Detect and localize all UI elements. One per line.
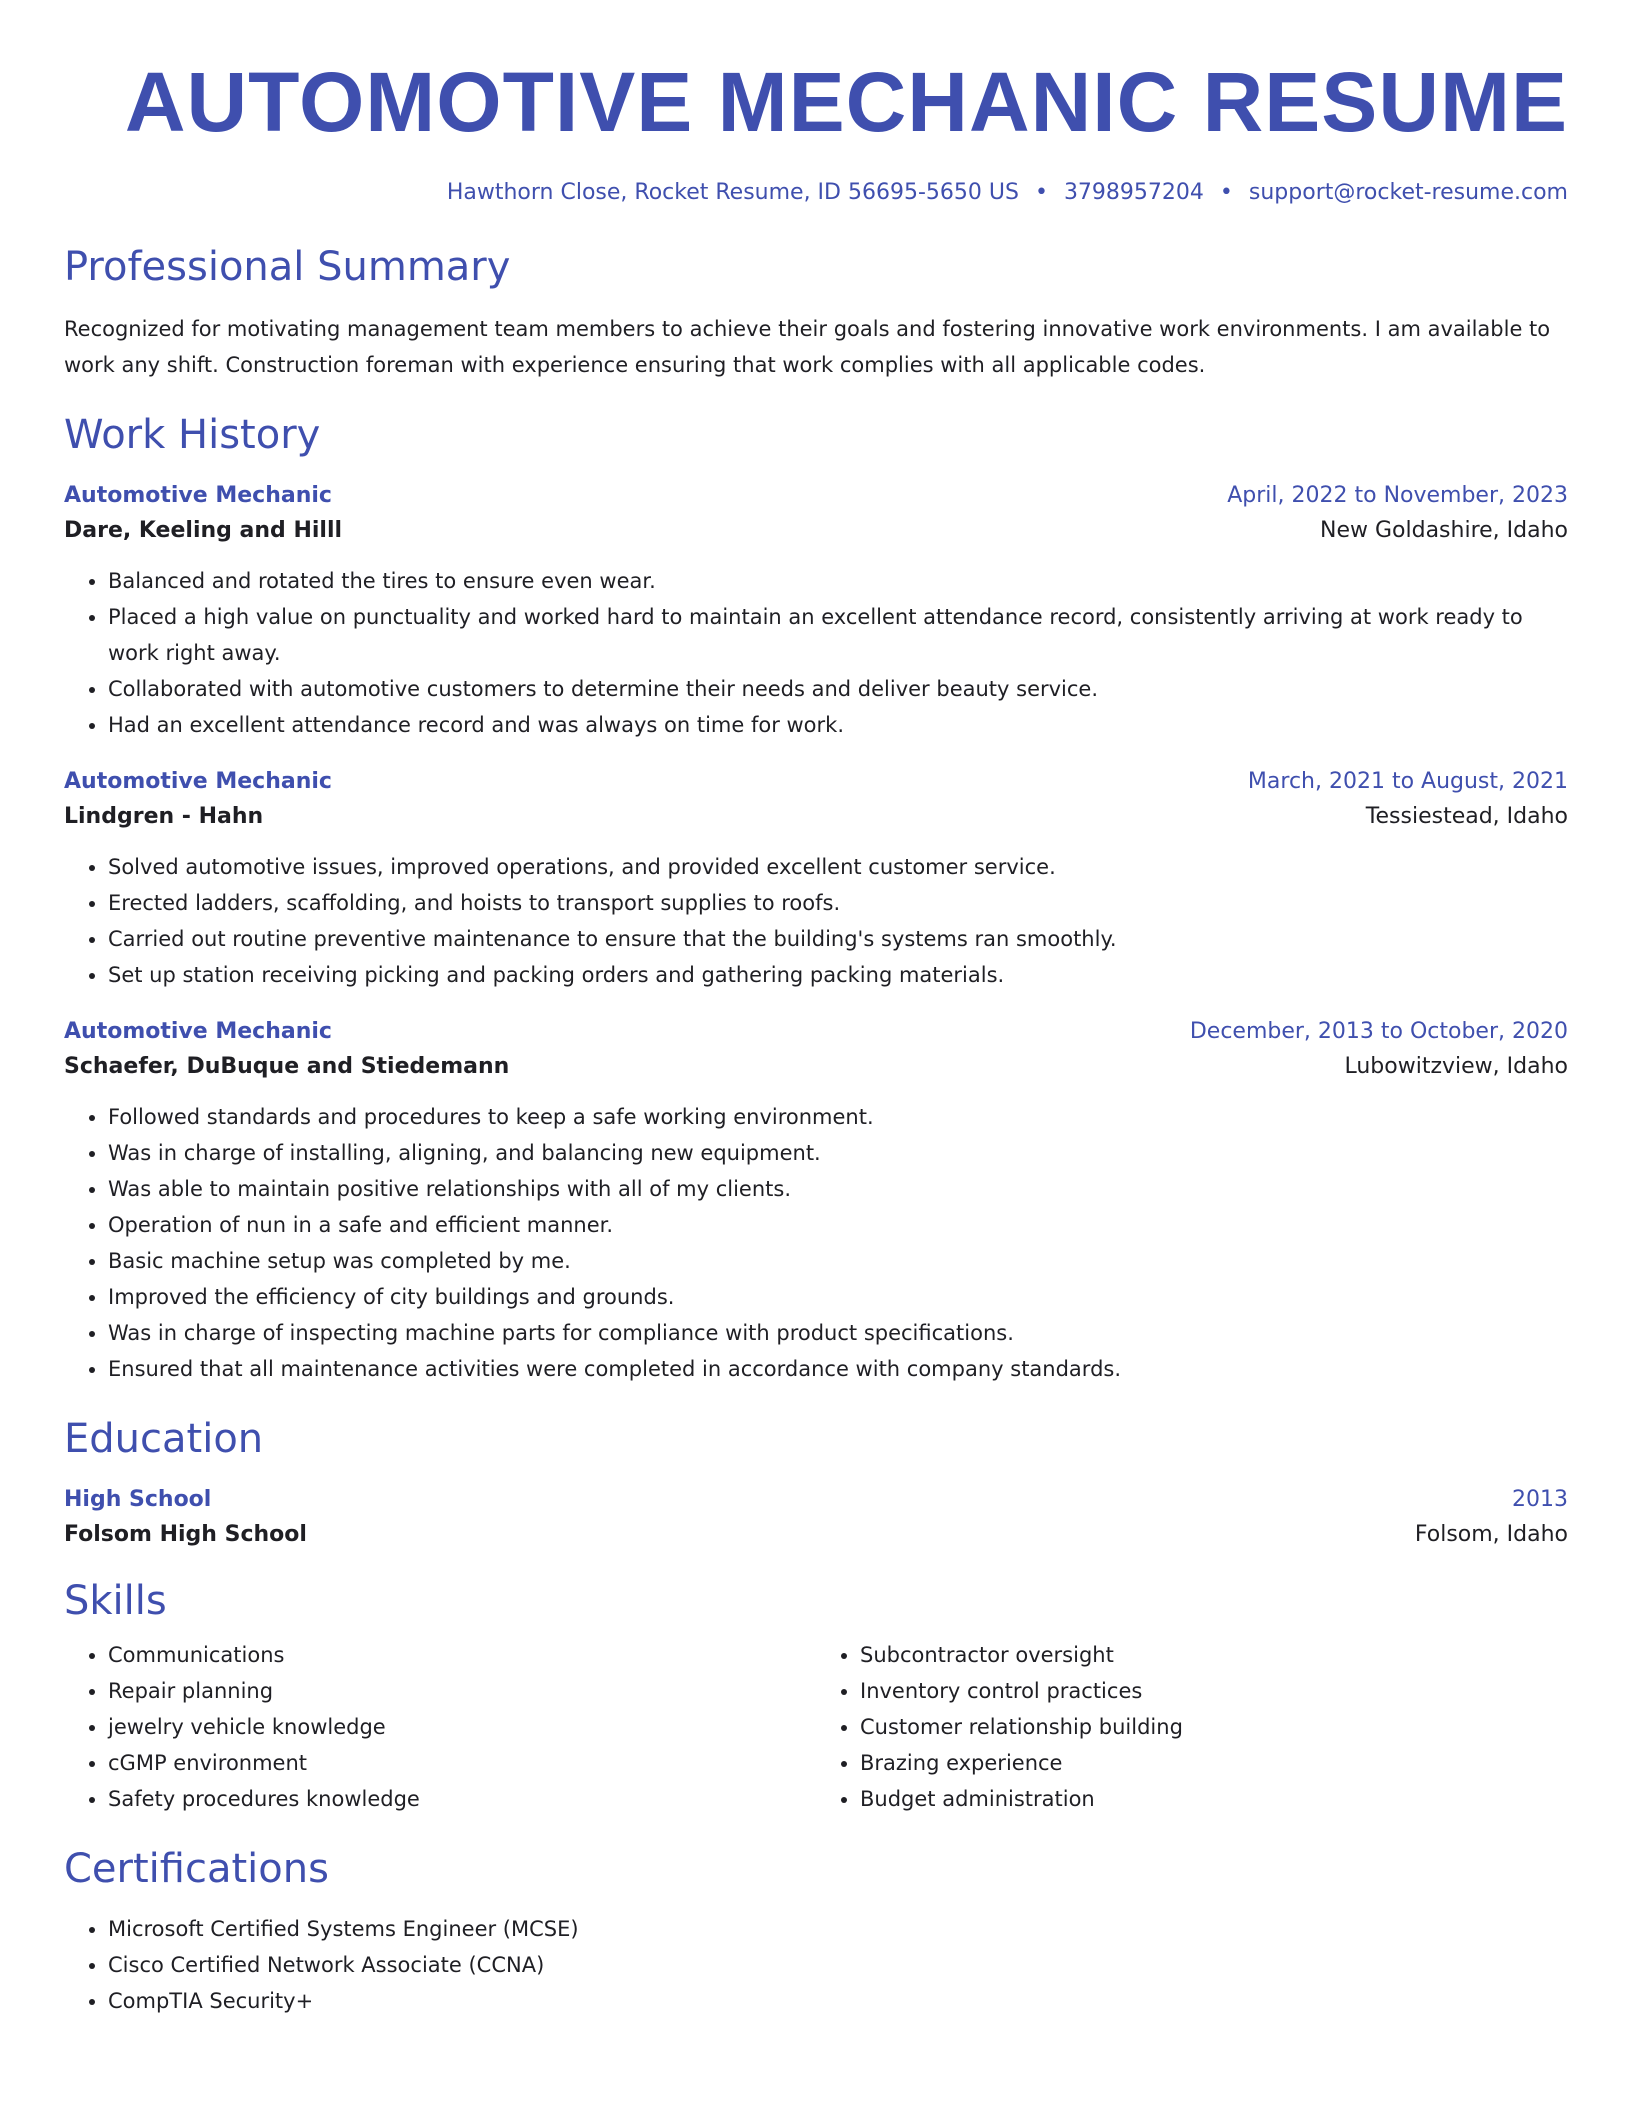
contact-address: Hawthorn Close, Rocket Resume, ID 56695-5650 US (446, 180, 1019, 205)
section-heading-work-history: Work History (64, 412, 321, 458)
job-header-row (64, 769, 1568, 794)
summary-text: Recognized for motivating management team members to achieve their goals and fostering innovative work environments. I am available to work any shift. Construction foreman with experience ensuring that work complies with all applicable codes. (64, 317, 1551, 377)
skill-item: • Safety procedures knowledge (108, 1781, 816, 1817)
job-title: Automotive Mechanic (64, 1019, 332, 1044)
job-employer: Schaefer, DuBuque and Stiedemann (64, 1054, 510, 1079)
education-school: Folsom High School (64, 1522, 307, 1547)
job-employer: Dare, Keeling and Hilll (64, 518, 343, 543)
section-heading-certifications: Certifications (64, 1846, 329, 1892)
certification-item: • Microsoft Certified Systems Engineer (MCSE) (108, 1911, 1568, 1947)
job-header-row (64, 483, 1568, 508)
job-bullet: • Was in charge of installing, aligning, and balancing new equipment. (108, 1135, 1568, 1171)
contact-phone: 3798957204 (1063, 180, 1204, 205)
job-bullets (64, 1099, 1568, 1387)
education-year: 2013 (1512, 1487, 1568, 1512)
job-entry (64, 769, 1568, 993)
skill-item: • Communications (108, 1637, 816, 1673)
skill-item: • Budget administration (860, 1781, 1568, 1817)
skill-item: • Subcontractor oversight (860, 1637, 1568, 1673)
job-dates: March, 2021 to August, 2021 (1247, 769, 1568, 794)
skills-grid (64, 1637, 1568, 1817)
skills-column-right (816, 1637, 1568, 1817)
skill-item: • Inventory control practices (860, 1673, 1568, 1709)
education-location: Folsom, Idaho (1414, 1522, 1568, 1547)
job-bullet: • Was able to maintain positive relationships with all of my clients. (108, 1171, 1568, 1207)
job-location: Lubowitzview, Idaho (1344, 1054, 1568, 1079)
skill-item: • cGMP environment (108, 1745, 816, 1781)
job-employer-row (64, 1054, 1568, 1079)
job-bullet: • Erected ladders, scaffolding, and hoists to transport supplies to roofs. (108, 885, 1568, 921)
job-bullet: • Improved the efficiency of city buildings and grounds. (108, 1279, 1568, 1315)
education-school-row (64, 1522, 1568, 1547)
job-bullet: • Ensured that all maintenance activities were completed in accordance with company standards. (108, 1351, 1568, 1387)
education-header-row (64, 1487, 1568, 1512)
job-employer: Lindgren - Hahn (64, 804, 264, 829)
skill-item: • Customer relationship building (860, 1709, 1568, 1745)
job-bullet: • Basic machine setup was completed by me. (108, 1243, 1568, 1279)
skills-list (64, 1637, 816, 1817)
job-header-row (64, 1019, 1568, 1044)
job-bullet: • Balanced and rotated the tires to ensure even wear. (108, 563, 1568, 599)
job-dates: December, 2013 to October, 2020 (1189, 1019, 1568, 1044)
job-title: Automotive Mechanic (64, 769, 332, 794)
job-title: Automotive Mechanic (64, 483, 332, 508)
job-bullet: • Operation of nun in a safe and efficient manner. (108, 1207, 1568, 1243)
job-bullet: • Had an excellent attendance record and was always on time for work. (108, 707, 1568, 743)
section-heading-summary: Professional Summary (64, 244, 511, 290)
job-entry (64, 1019, 1568, 1387)
job-dates: April, 2022 to November, 2023 (1227, 483, 1568, 508)
contact-line (64, 180, 1568, 205)
job-location: Tessiestead, Idaho (1365, 804, 1568, 829)
certifications-list (64, 1911, 1568, 2019)
certification-item: • Cisco Certified Network Associate (CCNA) (108, 1947, 1568, 1983)
contact-separator: • (1219, 180, 1233, 205)
contact-email: support@rocket-resume.com (1248, 180, 1568, 205)
job-bullets (64, 849, 1568, 993)
resume-title: AUTOMOTIVE MECHANIC RESUME (124, 55, 1568, 149)
job-bullet: • Solved automotive issues, improved operations, and provided excellent customer service. (108, 849, 1568, 885)
job-location: New Goldashire, Idaho (1320, 518, 1568, 543)
skill-item: • jewelry vehicle knowledge (108, 1709, 816, 1745)
job-bullet: • Carried out routine preventive maintenance to ensure that the building's systems ran smoothly. (108, 921, 1568, 957)
certification-item: • CompTIA Security+ (108, 1983, 1568, 2019)
job-bullet: • Set up station receiving picking and packing orders and gathering packing materials. (108, 957, 1568, 993)
job-employer-row (64, 518, 1568, 543)
job-bullets (64, 563, 1568, 743)
job-bullet: • Collaborated with automotive customers to determine their needs and deliver beauty service. (108, 671, 1568, 707)
education-entry (64, 1487, 1568, 1547)
section-heading-skills: Skills (64, 1578, 167, 1624)
resume-page (64, 0, 1568, 2019)
skill-item: • Brazing experience (860, 1745, 1568, 1781)
skills-column-left (64, 1637, 816, 1817)
job-employer-row (64, 804, 1568, 829)
skill-item: • Repair planning (108, 1673, 816, 1709)
job-bullet: • Was in charge of inspecting machine parts for compliance with product specifications. (108, 1315, 1568, 1351)
contact-separator: • (1034, 180, 1048, 205)
job-entry (64, 483, 1568, 743)
skills-list (816, 1637, 1568, 1817)
section-heading-education: Education (64, 1416, 264, 1462)
job-bullet: • Followed standards and procedures to keep a safe working environment. (108, 1099, 1568, 1135)
education-degree: High School (64, 1487, 212, 1512)
job-bullet: • Placed a high value on punctuality and worked hard to maintain an excellent attendance record, consistently arriving at work ready to work right away. (108, 599, 1568, 671)
